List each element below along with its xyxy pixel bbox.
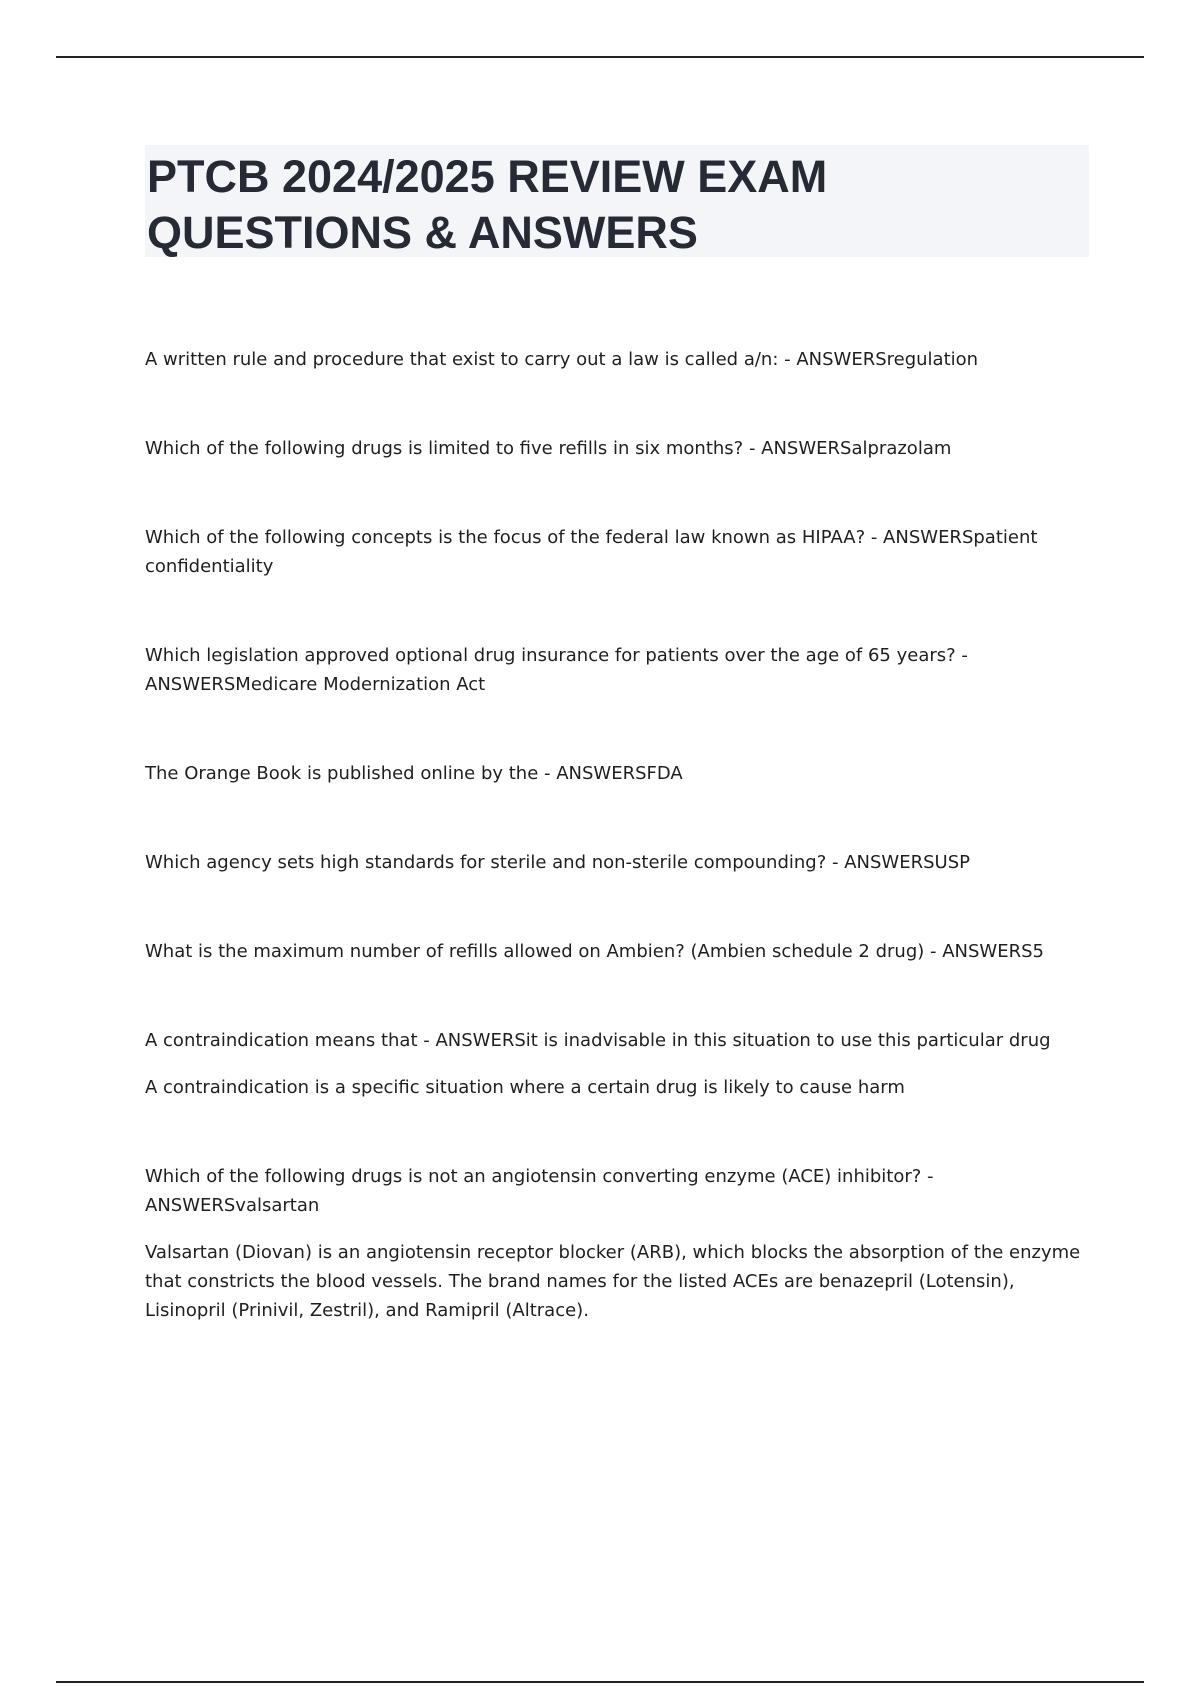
document-title — [145, 145, 1089, 257]
qa-item-4 — [145, 641, 1095, 699]
qa-item-8 — [145, 1026, 1095, 1102]
qa-question: A contraindication means that - ANSWERSit is inadvisable in this situation to use this particular drug — [145, 1030, 1051, 1051]
qa-question: Which of the following drugs is not an angiotensin converting enzyme (ACE) inhibitor? - ANSWERSvalsartan — [145, 1166, 934, 1216]
title-line-1: PTCB 2024/2025 REVIEW EXAM — [147, 151, 828, 202]
qa-question: Which agency sets high standards for sterile and non-sterile compounding? - ANSWERSUSP — [145, 852, 970, 873]
bottom-divider — [56, 1681, 1144, 1683]
qa-item-3 — [145, 523, 1095, 581]
qa-explanation: Valsartan (Diovan) is an angiotensin receptor blocker (ARB), which blocks the absorption of the enzyme that constricts the blood vessels. The brand names for the listed ACEs are benazepril (Lotensin), Lisinopril (Prinivil, Zestril), and Ramipril (Altrace). — [145, 1242, 1081, 1321]
qa-item-5 — [145, 759, 1095, 788]
qa-question: What is the maximum number of refills allowed on Ambien? (Ambien schedule 2 drug) - ANSWERS5 — [145, 941, 1044, 962]
qa-question: The Orange Book is published online by the - ANSWERSFDA — [145, 763, 683, 784]
qa-question: Which of the following drugs is limited to five refills in six months? - ANSWERSalprazolam — [145, 438, 952, 459]
qa-item-9 — [145, 1162, 1095, 1325]
qa-question: Which legislation approved optional drug insurance for patients over the age of 65 years? - ANSWERSMedicare Modernization Act — [145, 645, 968, 695]
title-line-2: QUESTIONS & ANSWERS — [147, 207, 698, 258]
qa-list — [145, 345, 1095, 1385]
qa-question: A written rule and procedure that exist to carry out a law is called a/n: - ANSWERSregulation — [145, 349, 979, 370]
qa-item-1 — [145, 345, 1095, 374]
qa-item-6 — [145, 848, 1095, 877]
qa-item-7 — [145, 937, 1095, 966]
qa-explanation: A contraindication is a specific situation where a certain drug is likely to cause harm — [145, 1077, 905, 1098]
top-divider — [56, 56, 1144, 58]
qa-item-2 — [145, 434, 1095, 463]
qa-question: Which of the following concepts is the focus of the federal law known as HIPAA? - ANSWERSpatient confidentiality — [145, 527, 1038, 577]
